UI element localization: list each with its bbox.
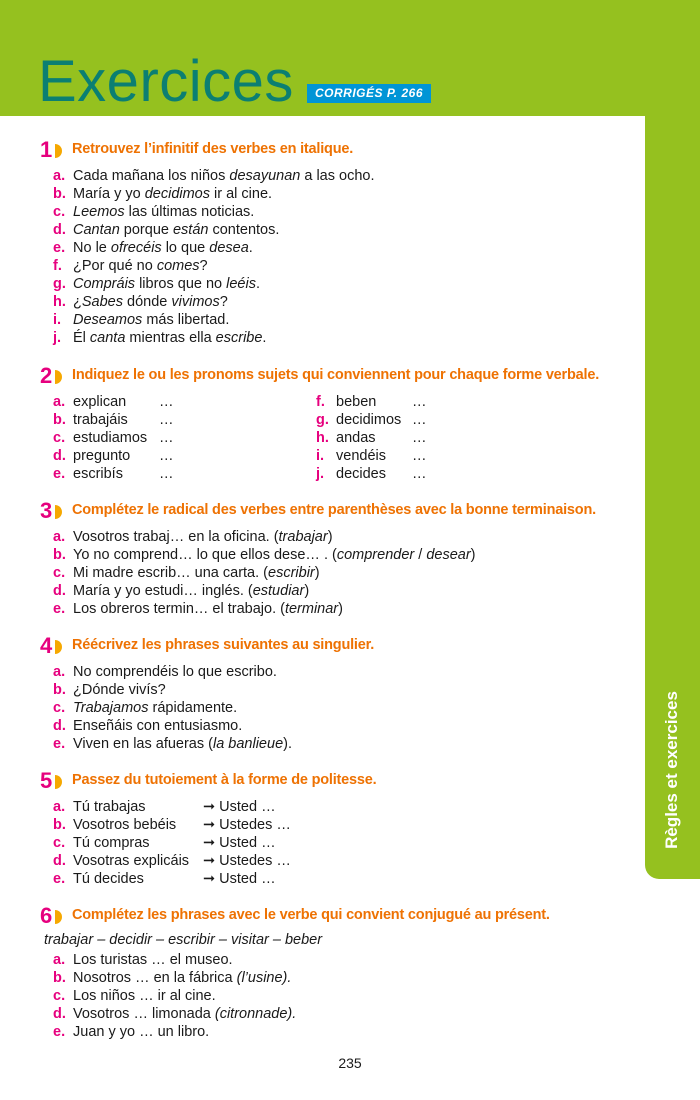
tu-form: Tú decides xyxy=(73,871,144,887)
answer-blank: … xyxy=(412,448,427,464)
text-segment: Los obreros termin… el trabajo. ( xyxy=(73,601,285,617)
text-segment: Los niños … ir al cine. xyxy=(73,988,216,1004)
italic-segment: Cantan xyxy=(73,222,120,238)
verb-form: decides xyxy=(336,466,386,482)
text-segment: libros que no xyxy=(135,276,227,292)
item-letter: j. xyxy=(53,330,62,346)
italic-segment: Sabes xyxy=(81,294,123,310)
answer-blank: … xyxy=(412,466,427,482)
list-item xyxy=(316,393,427,411)
item-text xyxy=(73,258,208,274)
italic-segment: desear xyxy=(426,547,471,563)
item-letter: e. xyxy=(53,1024,66,1040)
list-item xyxy=(53,528,640,546)
list-item xyxy=(53,798,640,816)
corriges-badge: CORRIGÉS P. 266 xyxy=(307,84,431,103)
text-segment: Juan y yo … un libro. xyxy=(73,1024,210,1040)
item-letter: a. xyxy=(53,952,66,968)
item-letter: a. xyxy=(53,664,66,680)
list-item xyxy=(53,393,174,411)
exercise-instruction: Complétez le radical des verbes entre parenthèses avec la bonne terminaison. xyxy=(72,502,596,518)
list-item xyxy=(53,447,174,465)
answer-blank: … xyxy=(159,466,174,482)
text-segment: ¿Por qué no xyxy=(73,258,157,274)
list-item xyxy=(316,411,427,429)
exercise-instruction: Retrouvez l’infinitif des verbes en italique. xyxy=(72,141,354,157)
column-left xyxy=(53,393,174,483)
list-item xyxy=(316,465,427,483)
item-letter: i. xyxy=(53,312,62,328)
text-segment: ¿Dónde vivís? xyxy=(73,682,166,698)
text-segment: No comprendéis lo que escribo. xyxy=(73,664,277,680)
text-segment: . xyxy=(255,276,260,292)
item-letter: a. xyxy=(53,394,66,410)
list-item xyxy=(53,221,640,239)
text-segment: porque xyxy=(119,222,173,238)
item-text xyxy=(73,330,266,346)
item-text xyxy=(73,222,279,238)
item-letter: a. xyxy=(53,168,66,184)
item-text xyxy=(73,186,272,202)
item-letter: b. xyxy=(53,547,66,563)
text-segment: María y yo estudi… inglés. ( xyxy=(73,583,253,599)
item-letter: c. xyxy=(53,204,66,220)
item-text xyxy=(73,547,476,563)
text-segment: mientras ella xyxy=(125,330,216,346)
text-segment: Vosotros … limonada xyxy=(73,1006,215,1022)
text-segment: ¿ xyxy=(73,294,82,310)
italic-segment: Deseamos xyxy=(73,312,143,328)
list-item xyxy=(316,429,427,447)
tu-form: Tú compras xyxy=(73,835,150,851)
exercise-header xyxy=(40,137,640,163)
text-segment: Nosotros … en la fábrica xyxy=(73,970,237,986)
text-segment: . xyxy=(262,330,267,346)
list-item xyxy=(53,275,640,293)
item-text xyxy=(73,312,229,328)
item-letter: e. xyxy=(53,871,66,887)
exercise-number: 2 xyxy=(40,363,53,388)
italic-segment: están xyxy=(172,222,209,238)
item-text xyxy=(73,565,320,581)
list-item xyxy=(53,735,640,753)
item-letter: e. xyxy=(53,240,66,256)
text-segment: . xyxy=(248,240,253,256)
italic-segment: (l’usine). xyxy=(236,970,292,986)
item-letter: c. xyxy=(53,565,66,581)
item-letter: b. xyxy=(53,412,66,428)
exercise-items xyxy=(53,167,640,347)
item-letter: c. xyxy=(53,430,66,446)
text-segment: a las ocho. xyxy=(300,168,375,184)
usted-form: ➞ Ustedes … xyxy=(203,817,291,833)
verb-form: explican xyxy=(73,394,127,410)
text-segment: ) xyxy=(314,565,320,581)
item-letter: c. xyxy=(53,835,66,851)
list-item xyxy=(53,185,640,203)
answer-blank: … xyxy=(159,412,174,428)
item-text xyxy=(73,736,292,752)
exercise-header xyxy=(40,498,640,524)
italic-segment: leéis xyxy=(226,276,256,292)
italic-segment: canta xyxy=(89,330,126,346)
list-item xyxy=(53,329,640,347)
exercise-3 xyxy=(40,498,640,618)
item-letter: f. xyxy=(316,394,325,410)
text-segment: rápidamente. xyxy=(148,700,238,716)
exercise-items xyxy=(53,951,640,1041)
item-text xyxy=(73,682,166,698)
item-text xyxy=(73,1024,209,1040)
italic-segment: trabajar xyxy=(278,529,328,545)
usted-form: ➞ Usted … xyxy=(203,835,276,851)
exercise-header xyxy=(40,903,640,929)
exercise-items xyxy=(53,798,640,888)
item-letter: i. xyxy=(316,448,325,464)
text-segment: ) xyxy=(470,547,476,563)
exercise-5 xyxy=(40,768,640,888)
verb-form: andas xyxy=(336,430,376,446)
italic-segment: comprender xyxy=(336,547,415,563)
verb-form: escribís xyxy=(73,466,123,482)
item-letter: h. xyxy=(316,430,329,446)
exercise-instruction: Passez du tutoiement à la forme de politesse. xyxy=(72,772,377,788)
bullet-icon xyxy=(55,640,62,654)
list-item xyxy=(53,465,174,483)
item-text xyxy=(73,204,254,220)
item-letter: g. xyxy=(53,276,66,292)
italic-segment: la banlieue xyxy=(212,736,284,752)
italic-segment: escribir xyxy=(268,565,315,581)
list-item xyxy=(53,311,640,329)
usted-form: ➞ Usted … xyxy=(203,871,276,887)
tu-form: Tú trabajas xyxy=(73,799,146,815)
text-segment: María y yo xyxy=(73,186,145,202)
bullet-icon xyxy=(55,775,62,789)
item-text xyxy=(73,952,233,968)
text-segment: ? xyxy=(199,258,208,274)
item-letter: c. xyxy=(53,988,66,1004)
exercise-6 xyxy=(40,903,640,1041)
text-segment: Viven en las afueras ( xyxy=(73,736,213,752)
word-bank: trabajar – decidir – escribir – visitar – beber xyxy=(44,932,323,948)
item-letter: h. xyxy=(53,294,66,310)
item-letter: d. xyxy=(53,583,66,599)
text-segment: Los turistas … el museo. xyxy=(73,952,233,968)
exercise-2 xyxy=(40,363,640,483)
exercise-header xyxy=(40,633,640,659)
verb-form: estudiamos xyxy=(73,430,148,446)
text-segment: Cada mañana los niños xyxy=(73,168,230,184)
usted-form: ➞ Ustedes … xyxy=(203,853,291,869)
item-letter: e. xyxy=(53,466,66,482)
page-title: Exercices xyxy=(38,49,294,114)
item-letter: a. xyxy=(53,799,66,815)
list-item xyxy=(53,257,640,275)
list-item xyxy=(53,663,640,681)
list-item xyxy=(53,852,640,870)
italic-segment: decidimos xyxy=(144,186,210,202)
exercise-number: 6 xyxy=(40,903,53,928)
exercise-header xyxy=(40,768,640,794)
answer-blank: … xyxy=(412,412,427,428)
item-text xyxy=(73,583,309,599)
side-tab-label: Règles et exercices xyxy=(662,691,681,849)
italic-segment: desayunan xyxy=(229,168,301,184)
item-text xyxy=(73,240,253,256)
page-number: 235 xyxy=(338,1055,362,1071)
list-item xyxy=(53,1005,640,1023)
verb-form: beben xyxy=(336,394,377,410)
item-text xyxy=(73,1006,296,1022)
verb-form: decidimos xyxy=(336,412,402,428)
italic-segment: ofrecéis xyxy=(110,240,162,256)
italic-segment: estudiar xyxy=(252,583,305,599)
exercise-number: 3 xyxy=(40,498,53,523)
exercise-4 xyxy=(40,633,640,753)
text-segment: ) xyxy=(327,529,333,545)
exercise-items xyxy=(53,528,640,618)
text-segment: Vosotros trabaj… en la oficina. ( xyxy=(73,529,279,545)
exercise-number: 4 xyxy=(40,633,53,658)
list-item xyxy=(316,447,427,465)
list-item xyxy=(53,546,640,564)
answer-blank: … xyxy=(159,430,174,446)
text-segment: / xyxy=(414,547,427,563)
list-item xyxy=(53,681,640,699)
text-segment: ? xyxy=(219,294,228,310)
item-letter: e. xyxy=(53,736,66,752)
text-segment: Él xyxy=(73,330,90,346)
text-segment: Mi madre escrib… una carta. ( xyxy=(73,565,269,581)
item-text xyxy=(73,601,343,617)
answer-blank: … xyxy=(412,430,427,446)
list-item xyxy=(53,239,640,257)
text-segment: dónde xyxy=(122,294,172,310)
italic-segment: escribe xyxy=(215,330,263,346)
bullet-icon xyxy=(55,505,62,519)
item-text xyxy=(73,970,291,986)
verb-form: vendéis xyxy=(336,448,386,464)
exercise-number: 1 xyxy=(40,137,53,162)
verb-form: pregunto xyxy=(73,448,131,464)
item-letter: b. xyxy=(53,970,66,986)
item-text xyxy=(73,700,237,716)
list-item xyxy=(53,411,174,429)
exercise-header xyxy=(40,363,640,389)
item-letter: b. xyxy=(53,682,66,698)
list-item xyxy=(53,429,174,447)
list-item xyxy=(53,167,640,185)
italic-segment: (citronnade). xyxy=(214,1006,297,1022)
item-text xyxy=(73,294,228,310)
list-item xyxy=(53,816,640,834)
list-item xyxy=(53,969,640,987)
verb-form: trabajáis xyxy=(73,412,128,428)
list-item xyxy=(53,1023,640,1041)
usted-form: ➞ Usted … xyxy=(203,799,276,815)
list-item xyxy=(53,600,640,618)
item-letter: d. xyxy=(53,718,66,734)
answer-blank: … xyxy=(412,394,427,410)
italic-segment: terminar xyxy=(284,601,339,617)
item-letter: b. xyxy=(53,186,66,202)
column-right xyxy=(316,393,427,483)
text-segment: ). xyxy=(283,736,292,752)
item-letter: d. xyxy=(53,1006,66,1022)
item-letter: d. xyxy=(53,222,66,238)
item-text xyxy=(73,988,216,1004)
answer-blank: … xyxy=(159,448,174,464)
bullet-icon xyxy=(55,144,62,158)
italic-segment: comes xyxy=(156,258,200,274)
item-letter: d. xyxy=(53,853,66,869)
text-segment: más libertad. xyxy=(142,312,230,328)
item-text xyxy=(73,718,242,734)
item-text xyxy=(73,168,375,184)
bullet-icon xyxy=(55,910,62,924)
item-letter: d. xyxy=(53,448,66,464)
exercise-1 xyxy=(40,137,640,347)
list-item xyxy=(53,834,640,852)
exercise-instruction: Complétez les phrases avec le verbe qui convient conjugué au présent. xyxy=(72,907,550,923)
italic-segment: Compráis xyxy=(73,276,136,292)
item-text xyxy=(73,276,260,292)
list-item xyxy=(53,582,640,600)
text-segment: las últimas noticias. xyxy=(124,204,255,220)
text-segment: Yo no comprend… lo que ellos dese… . ( xyxy=(73,547,337,563)
italic-segment: Leemos xyxy=(73,204,125,220)
answer-blank: … xyxy=(159,394,174,410)
text-segment: ) xyxy=(338,601,343,617)
bullet-icon xyxy=(55,370,62,384)
exercise-instruction: Réécrivez les phrases suivantes au singulier. xyxy=(72,637,375,653)
exercise-number: 5 xyxy=(40,768,53,793)
italic-segment: desea xyxy=(209,240,249,256)
exercise-instruction: Indiquez le ou les pronoms sujets qui conviennent pour chaque forme verbale. xyxy=(72,367,600,383)
list-item xyxy=(53,870,640,888)
item-letter: j. xyxy=(316,466,325,482)
list-item xyxy=(53,564,640,582)
item-letter: e. xyxy=(53,601,66,617)
item-letter: a. xyxy=(53,529,66,545)
exercise-items xyxy=(53,663,640,753)
list-item xyxy=(53,987,640,1005)
item-letter: f. xyxy=(53,258,62,274)
item-text xyxy=(73,529,333,545)
italic-segment: Trabajamos xyxy=(73,700,149,716)
tu-form: Vosotros bebéis xyxy=(73,817,177,833)
item-letter: c. xyxy=(53,700,66,716)
item-letter: g. xyxy=(316,412,329,428)
list-item xyxy=(53,203,640,221)
exercise-items xyxy=(53,393,640,483)
tu-form: Vosotras explicáis xyxy=(73,853,190,869)
text-segment: No le xyxy=(73,240,111,256)
list-item xyxy=(53,951,640,969)
italic-segment: vivimos xyxy=(171,294,220,310)
text-segment: Enseñáis con entusiasmo. xyxy=(73,718,243,734)
list-item xyxy=(53,293,640,311)
list-item xyxy=(53,717,640,735)
list-item xyxy=(53,699,640,717)
text-segment: lo que xyxy=(161,240,210,256)
text-segment: ) xyxy=(304,583,310,599)
text-segment: ir al cine. xyxy=(210,186,273,202)
item-text xyxy=(73,664,277,680)
item-letter: b. xyxy=(53,817,66,833)
text-segment: contentos. xyxy=(208,222,280,238)
